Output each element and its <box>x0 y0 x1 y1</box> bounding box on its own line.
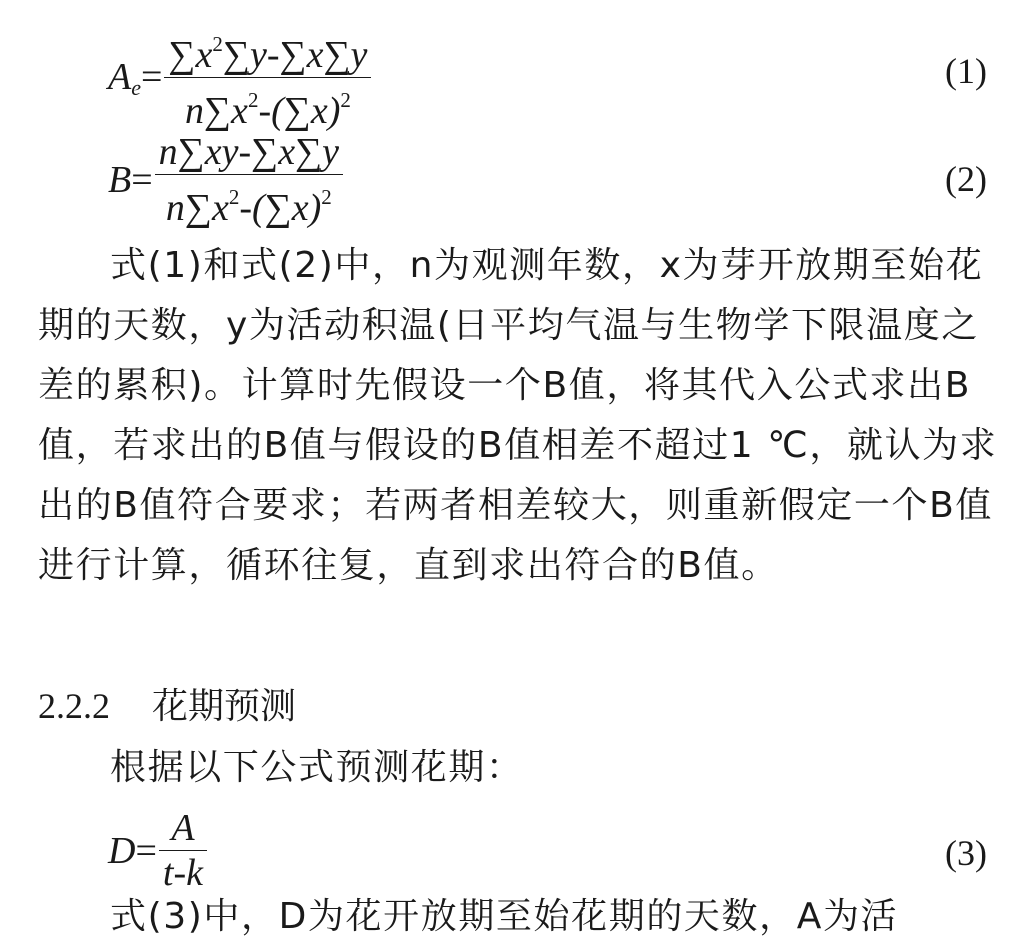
equation-2-lhs: B= <box>108 159 153 201</box>
equation-2-numerator: n∑xy-∑x∑y <box>158 131 340 173</box>
equation-1-numerator: $\sum x^2\sum y-\sum x\sum y$ <box>168 32 368 76</box>
lead-text: 根据以下公式预测花期： <box>110 747 524 788</box>
equation-1-fraction <box>164 22 371 133</box>
cut-off-text: 式(3)中，D为花开放期至始花期的天数，A为活 <box>110 896 899 937</box>
equation-3-denominator: t-k <box>162 852 203 894</box>
equation-2-denominator: $n\sum x^2-(\sum x)^2$ <box>165 185 332 229</box>
equation-3-numerator: A <box>171 807 195 849</box>
section-number: 2.2.2 <box>38 686 110 726</box>
equation-1-lhs: $A_e=$ <box>108 55 163 100</box>
equation-2-number: (2) <box>945 159 987 199</box>
section-title: 花期预测 <box>152 686 297 727</box>
body-paragraph: 式(1)和式(2)中，n为观测年数，x为芽开放期至始花期的天数，y为活动积温(日平均气温与生物学下限温度之差的累积)。计算时先假设一个B值，将其代入公式求出B值，若求出的B值与假设的B值相差不超过1 ℃，就认为求出的B值符合要求；若两者相差较大，则重新假定一个B值进行计算，循环往复，直到求出符合的B值。 <box>38 245 998 586</box>
equation-3-lhs: D= <box>108 829 157 872</box>
equation-2 <box>0 130 1009 230</box>
equation-3-number: (3) <box>945 833 987 873</box>
equation-1-number: (1) <box>945 51 987 91</box>
section-heading <box>38 676 296 737</box>
equation-1 <box>0 22 1009 132</box>
equation-3-fraction <box>159 806 207 895</box>
equation-1-denominator: $n\sum x^2-(\sum x)^2$ <box>184 88 351 132</box>
equation-2-fraction <box>155 130 343 230</box>
